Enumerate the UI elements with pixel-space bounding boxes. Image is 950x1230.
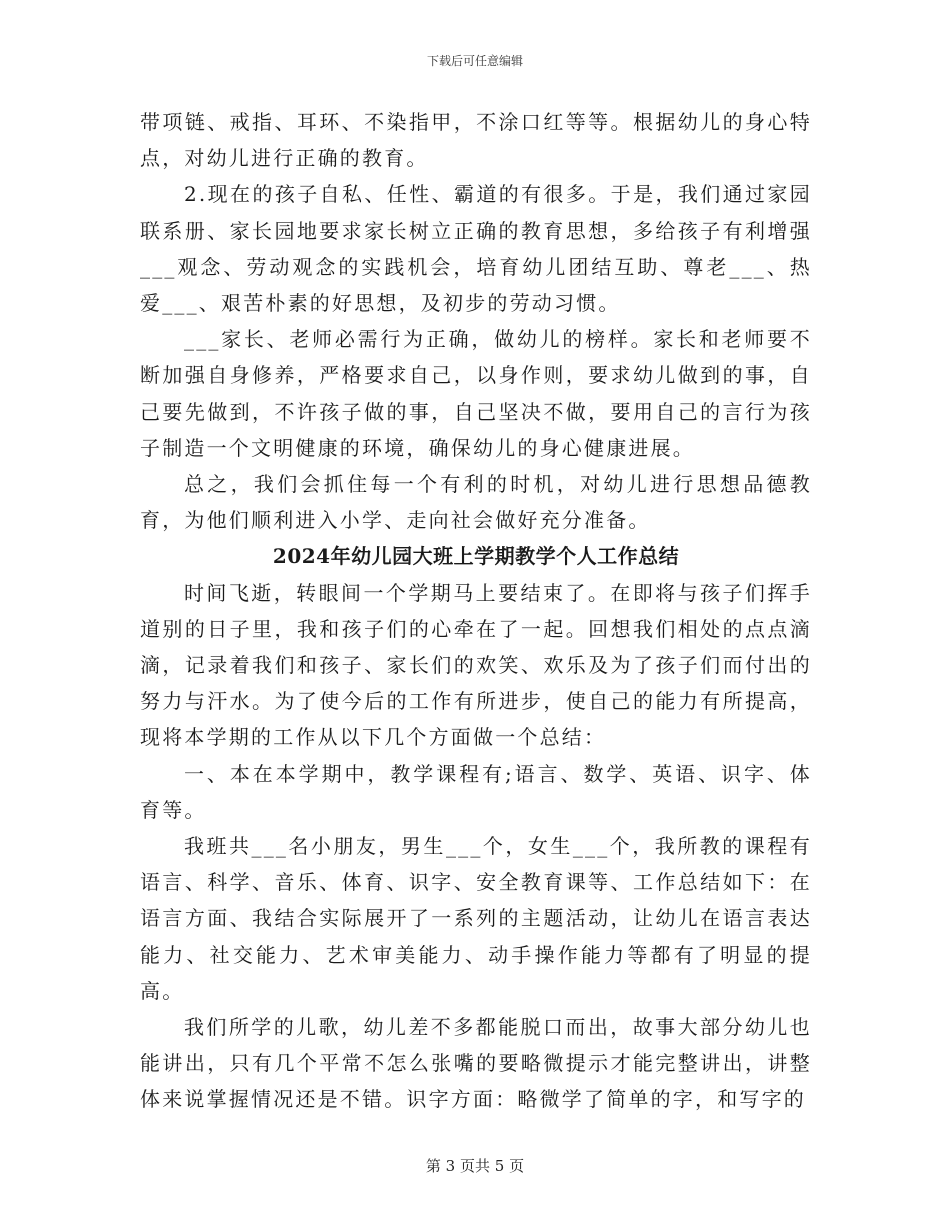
- paragraph-class-summary: 我班共___名小朋友，男生___个，女生___个，我所教的课程有语言、科学、音乐、体育、识字、安全教育课等、工作总结如下：在语言方面、我结合实际展开了一系列的主题活动，让幼儿在语言表达能力、社交能力、艺术审美能力、动手操作能力等都有了明显的提高。: [140, 834, 812, 1003]
- paragraph-conclusion: 总之，我们会抓住每一个有利的时机，对幼儿进行思想品德教育，为他们顺利进入小学、走向社会做好充分准备。: [140, 472, 812, 533]
- page-header: 下载后可任意编辑: [426, 54, 523, 68]
- document-body: [140, 104, 812, 1118]
- paragraph-role-model: ___家长、老师必需行为正确，做幼儿的榜样。家长和老师要不断加强自身修养，严格要求自己，以身作则，要求幼儿做到的事，自己要先做到，不许孩子做的事，自己坚决不做，要用自己的言行为孩子制造一个文明健康的环境，确保幼儿的身心健康进展。: [140, 327, 812, 460]
- paragraph-continuation: 带项链、戒指、耳环、不染指甲，不涂口红等等。根据幼儿的身心特点，对幼儿进行正确的教育。: [140, 110, 812, 171]
- paragraph-intro: 时间飞逝，转眼间一个学期马上要结束了。在即将与孩子们挥手道别的日子里，我和孩子们的心牵在了一起。回想我们相处的点点滴滴，记录着我们和孩子、家长们的欢笑、欢乐及为了孩子们而付出的努力与汗水。为了使今后的工作有所进步，使自己的能力有所提高，现将本学期的工作从以下几个方面做一个总结：: [140, 580, 812, 750]
- paragraph-item-2: 2.现在的孩子自私、任性、霸道的有很多。于是，我们通过家园联系册、家长园地要求家长树立正确的教育思想，多给孩子有利增强___观念、劳动观念的实践机会，培育幼儿团结互助、尊老___、热爱___、艰苦朴素的好思想，及初步的劳动习惯。: [140, 182, 812, 316]
- paragraph-songs-stories: 我们所学的儿歌，幼儿差不多都能脱口而出，故事大部分幼儿也能讲出，只有几个平常不怎么张嘴的要略微提示才能完整讲出，讲整体来说掌握情况还是不错。识字方面：略微学了简单的字，和写字的: [140, 1015, 812, 1112]
- paragraph-courses: 一、本在本学期中，教学课程有;语言、数学、英语、识字、体育等。: [140, 761, 812, 822]
- section-title: 2024年幼儿园大班上学期教学个人工作总结: [272, 544, 680, 569]
- page-number: 第 3 页共 5 页: [425, 1157, 525, 1175]
